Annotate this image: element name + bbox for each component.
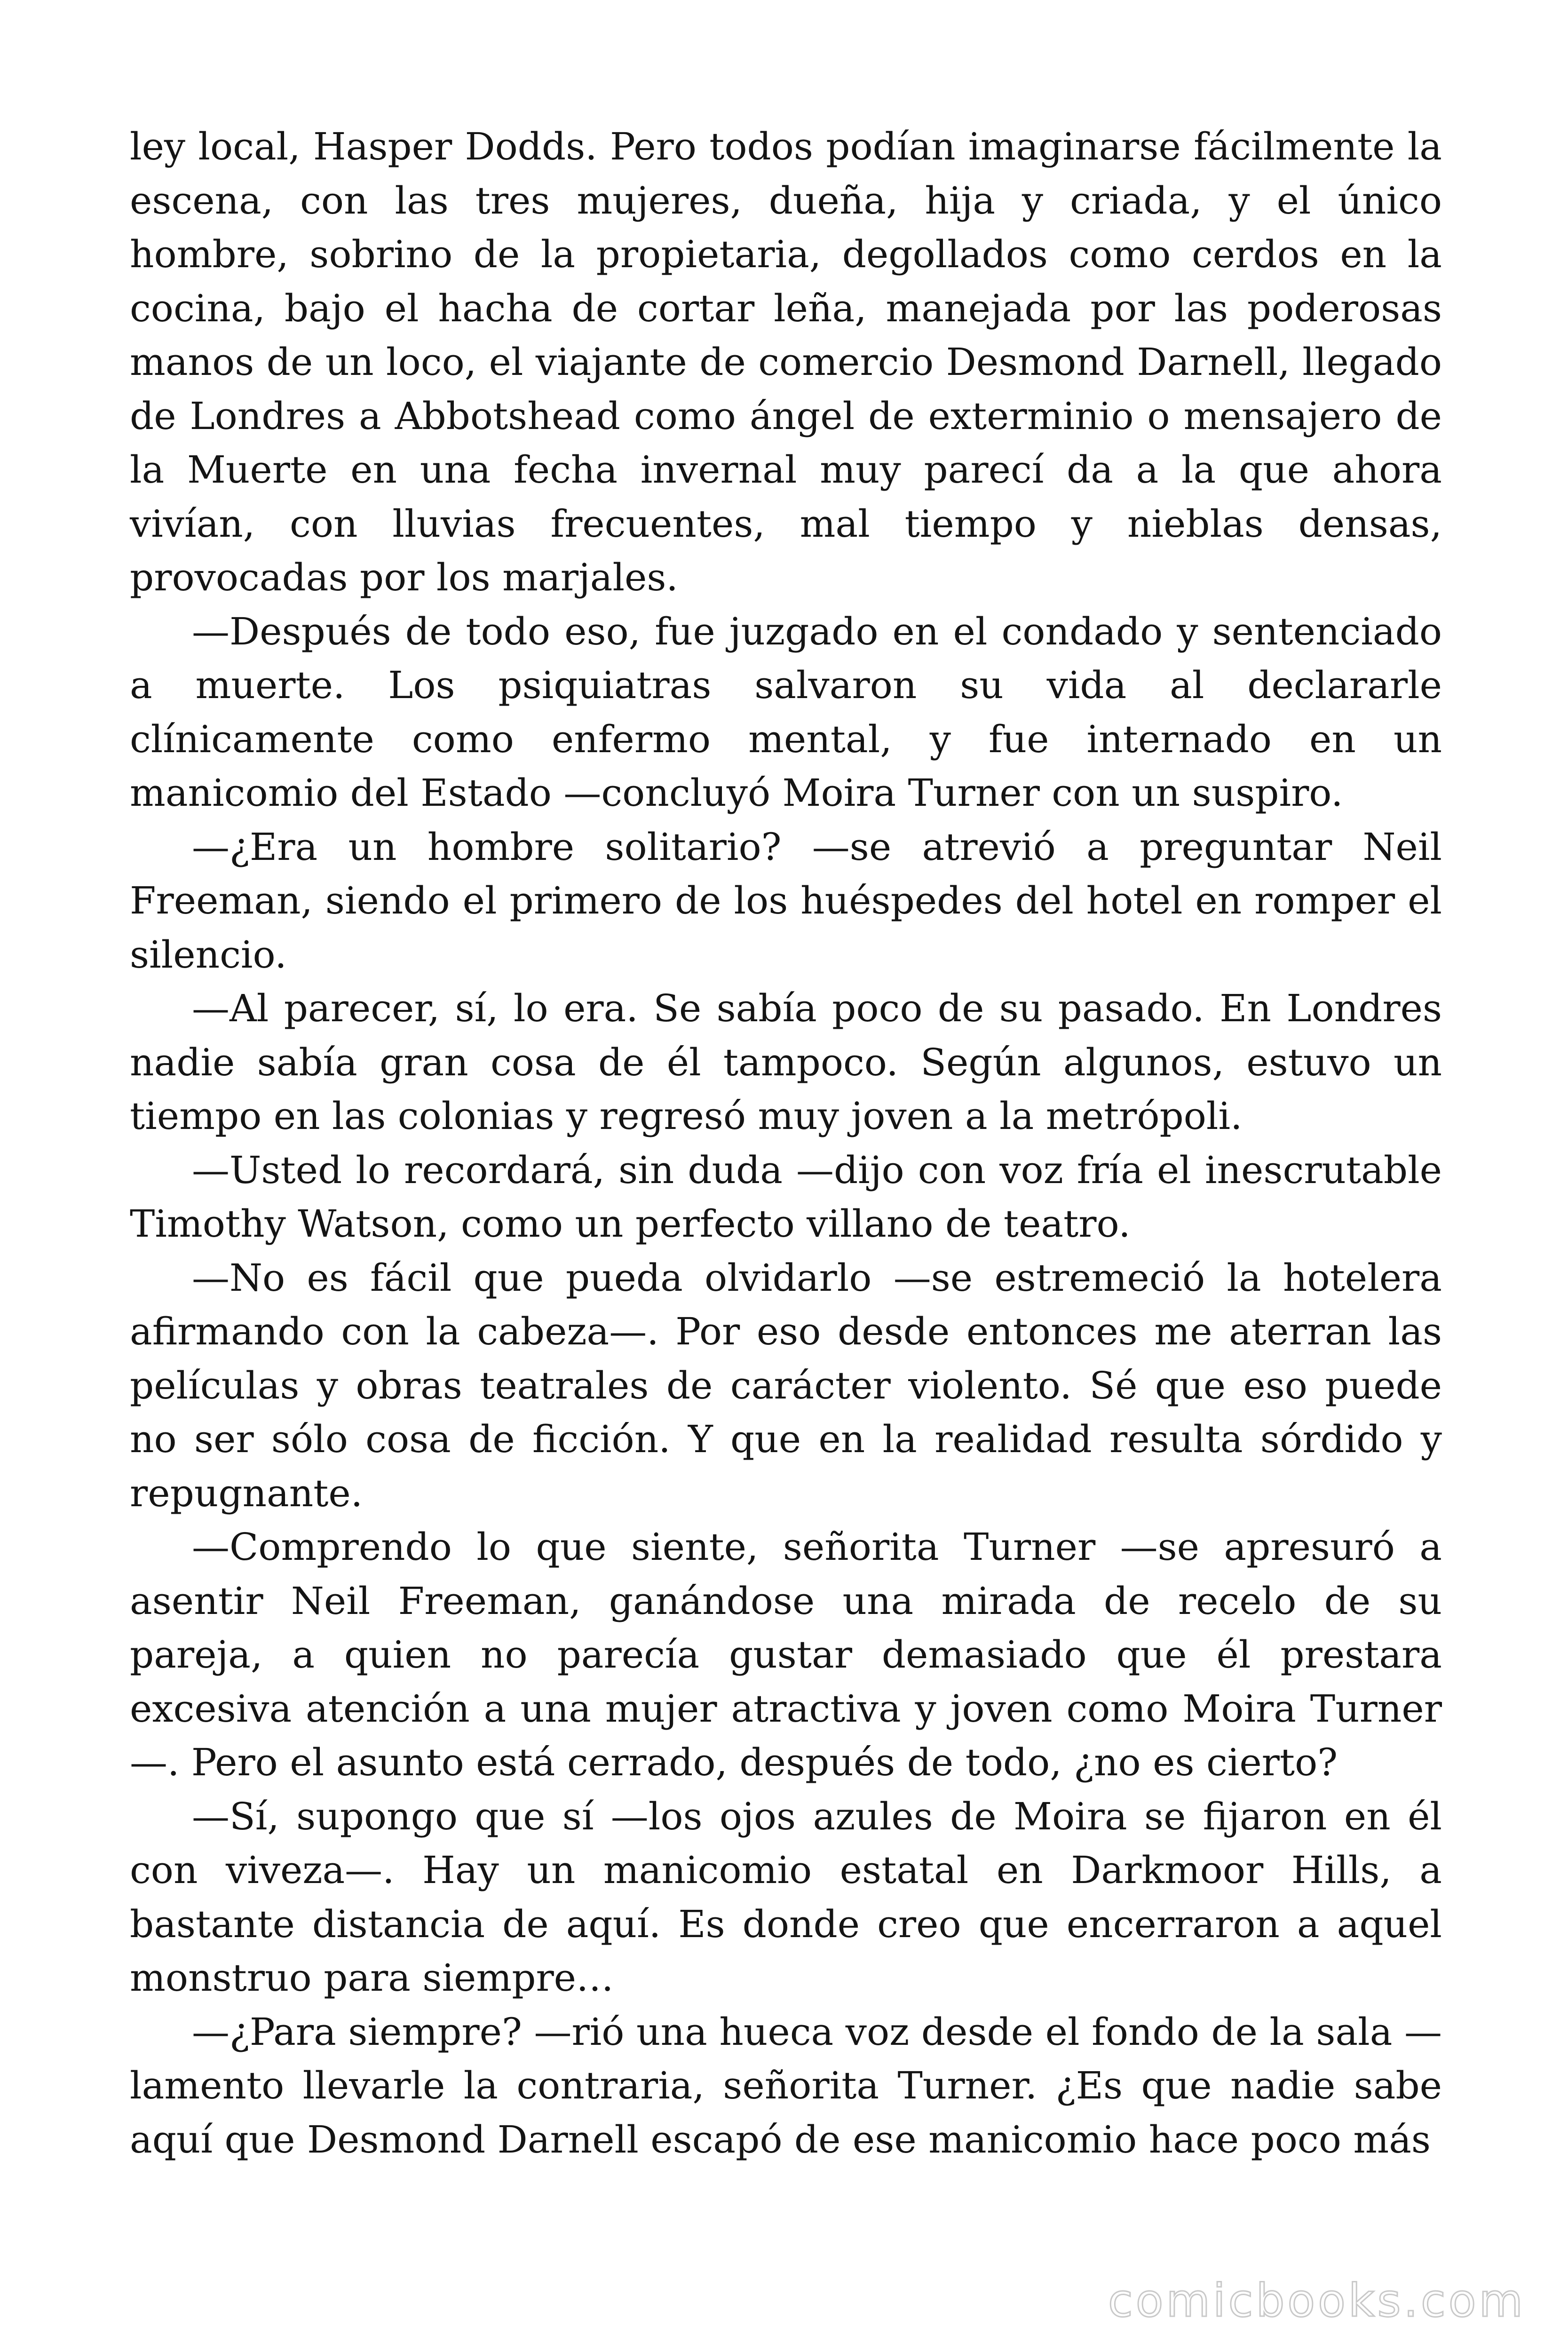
paragraph-8: —Sí, supongo que sí —los ojos azules de Moira se fijaron en él con viveza—. Hay un manicomio estatal en Darkmoor Hills, a bastante distancia de aquí. Es donde creo que encerraron a aquel monstruo para siempre…: [130, 1794, 1442, 2000]
paragraph-9: —¿Para siempre? —rió una hueca voz desde el fondo de la sala — lamento llevarle la contraria, señorita Turner. ¿Es que nadie sabe aquí que Desmond Darnell escapó de ese manicomio hace poco más: [130, 2010, 1442, 2161]
paragraph-1: ley local, Hasper Dodds. Pero todos podían imaginarse fácilmente la escena, con las tres mujeres, dueña, hija y criada, y el único hombre, sobrino de la propietaria, degollados como cerdos en la cocina, bajo el hacha de cortar leña, manejada por las poderosas manos de un loco, el viajante de comercio Desmond Darnell, llegado de Londres a Abbotshead como ángel de exterminio o mensajero de la Muerte en una fecha invernal muy parecí da a la que ahora vivían, con lluvias frecuentes, mal tiempo y nieblas densas, provocadas por los marjales.: [130, 125, 1442, 599]
paragraph-6: —No es fácil que pueda olvidarlo —se estremeció la hotelera afirmando con la cabeza—. Por eso desde entonces me aterran las películas y obras teatrales de carácter violento. Sé que eso puede no ser sólo cosa de ficción. Y que en la realidad resulta sórdido y repugnante.: [130, 1255, 1442, 1515]
paragraph-2: —Después de todo eso, fue juzgado en el condado y sentenciado a muerte. Los psiquiatras salvaron su vida al declararle clínicamente como enfermo mental, y fue internado en un manicomio del Estado —concluyó Moira Turner con un suspiro.: [130, 609, 1442, 815]
paragraph-5: —Usted lo recordará, sin duda —dijo con voz fría el inescrutable Timothy Watson, como un perfecto villano de teatro.: [130, 1148, 1442, 1246]
page-body: [130, 120, 1442, 2167]
paragraph-7: —Comprendo lo que siente, señorita Turner —se apresuró a asentir Neil Freeman, ganándose una mirada de recelo de su pareja, a quien no parecía gustar demasiado que él prestara excesiva atención a una mujer atractiva y joven como Moira Turner—. Pero el asunto está cerrado, después de todo, ¿no es cierto?: [130, 1525, 1442, 1784]
watermark: comicbooks.com: [1108, 2274, 1526, 2327]
paragraph-3: —¿Era un hombre solitario? —se atrevió a preguntar Neil Freeman, siendo el primero de los huéspedes del hotel en romper el silencio.: [130, 825, 1442, 977]
paragraph-4: —Al parecer, sí, lo era. Se sabía poco de su pasado. En Londres nadie sabía gran cosa de él tampoco. Según algunos, estuvo un tiempo en las colonias y regresó muy joven a la metrópoli.: [130, 986, 1442, 1138]
